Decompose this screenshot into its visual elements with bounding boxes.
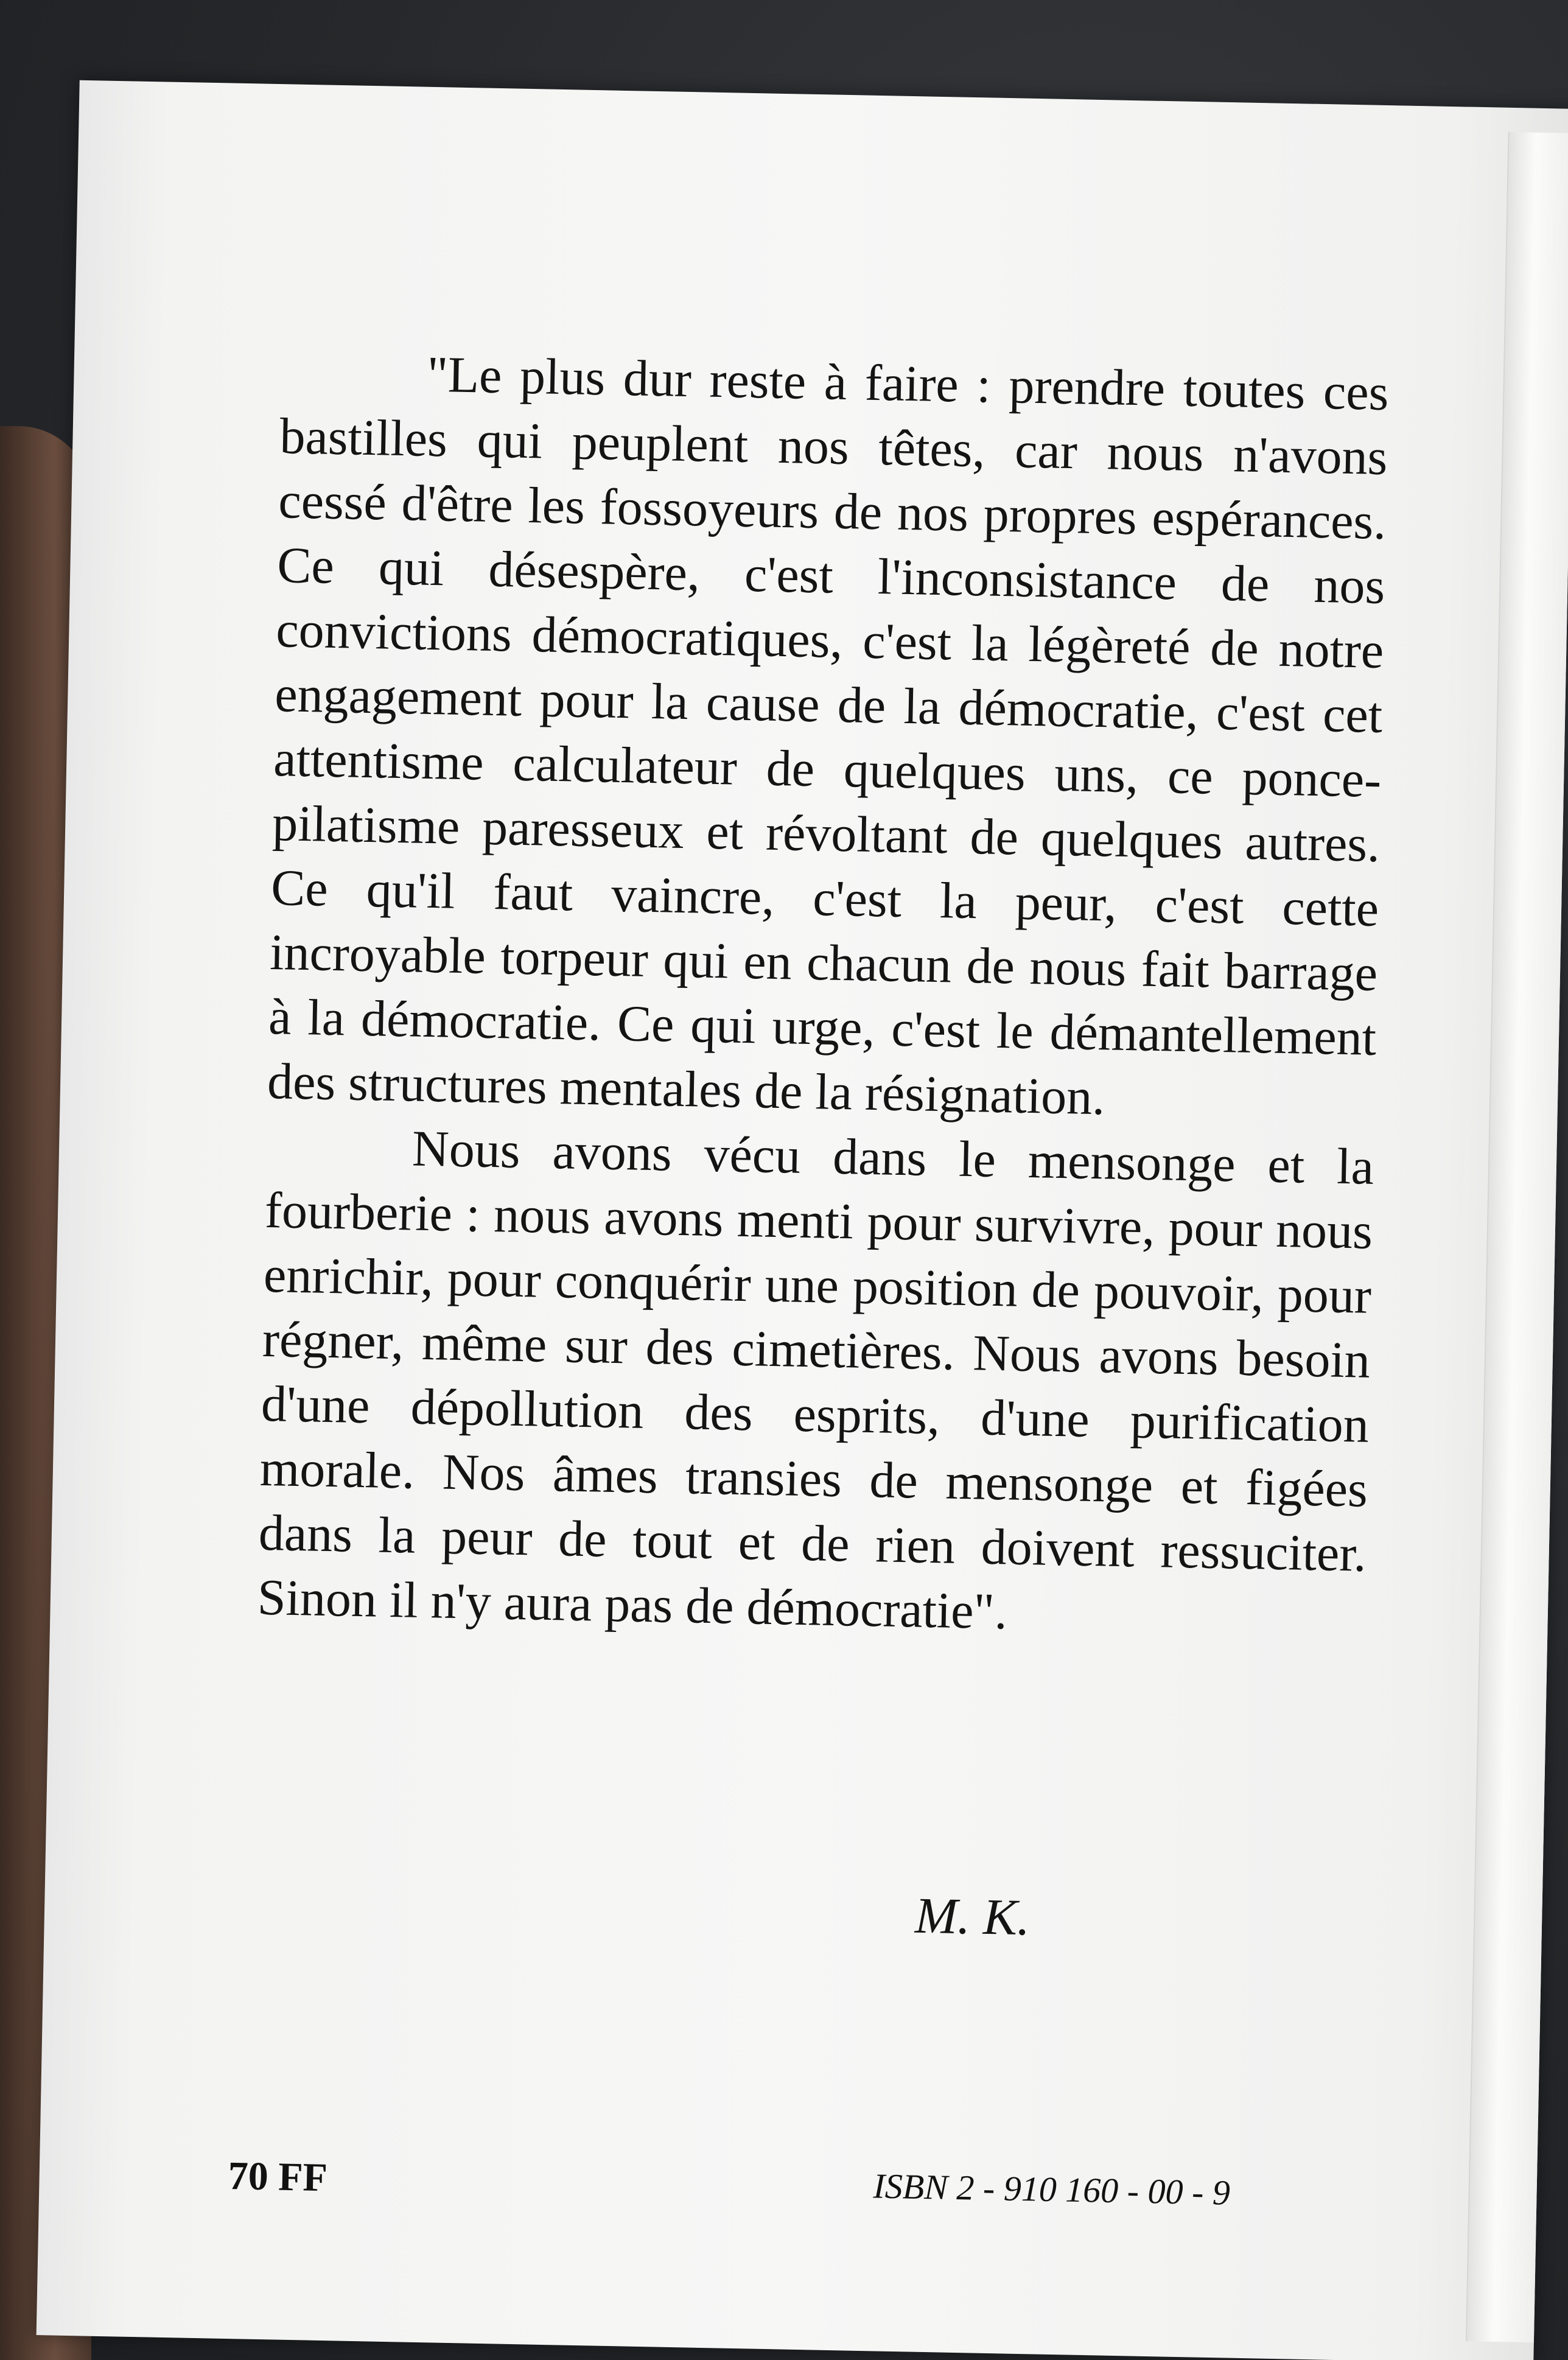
book-back-cover (37, 80, 1568, 2360)
author-initials: M. K. (914, 1887, 1031, 1947)
price-label: 70 FF (228, 2154, 328, 2201)
quote-paragraph-1: "Le plus dur reste à faire : prendre toutes ces bastilles qui peuplent nos têtes, car nous n'avons cessé d'être les fossoyeurs de nos propres espérances. Ce qui désespère, c'est l'inconsistance de nos convictions démocratiques, c'est la légèreté de notre engagement pour la cause de la démocratie, c'est cet attentisme calculateur de quelques uns, ce ponce-pilatisme paresseux et révoltant de quelques autres. Ce qu'il faut vaincre, c'est la peur, c'est cette incroyable torpeur qui en chacun de nous fait barrage à la démocratie. Ce qui urge, c'est le démantellement des structures mentales de la résignation. (267, 346, 1390, 1126)
quote-paragraph-2: Nous avons vécu dans le mensonge et la fourberie : nous avons menti pour survivre, pour nous enrichir, pour conquérir une position de pouvoir, pour régner, même sur des cimetières. Nous avons besoin d'une dépollution des esprits, d'une purification morale. Nos âmes transies de mensonge et figées dans la peur de tout et de rien doivent ressuciter. Sinon il n'y aura pas de démocratie". (257, 1120, 1374, 1640)
isbn-label: ISBN 2 - 910 160 - 00 - 9 (872, 2166, 1231, 2213)
quote-text (257, 340, 1389, 1651)
